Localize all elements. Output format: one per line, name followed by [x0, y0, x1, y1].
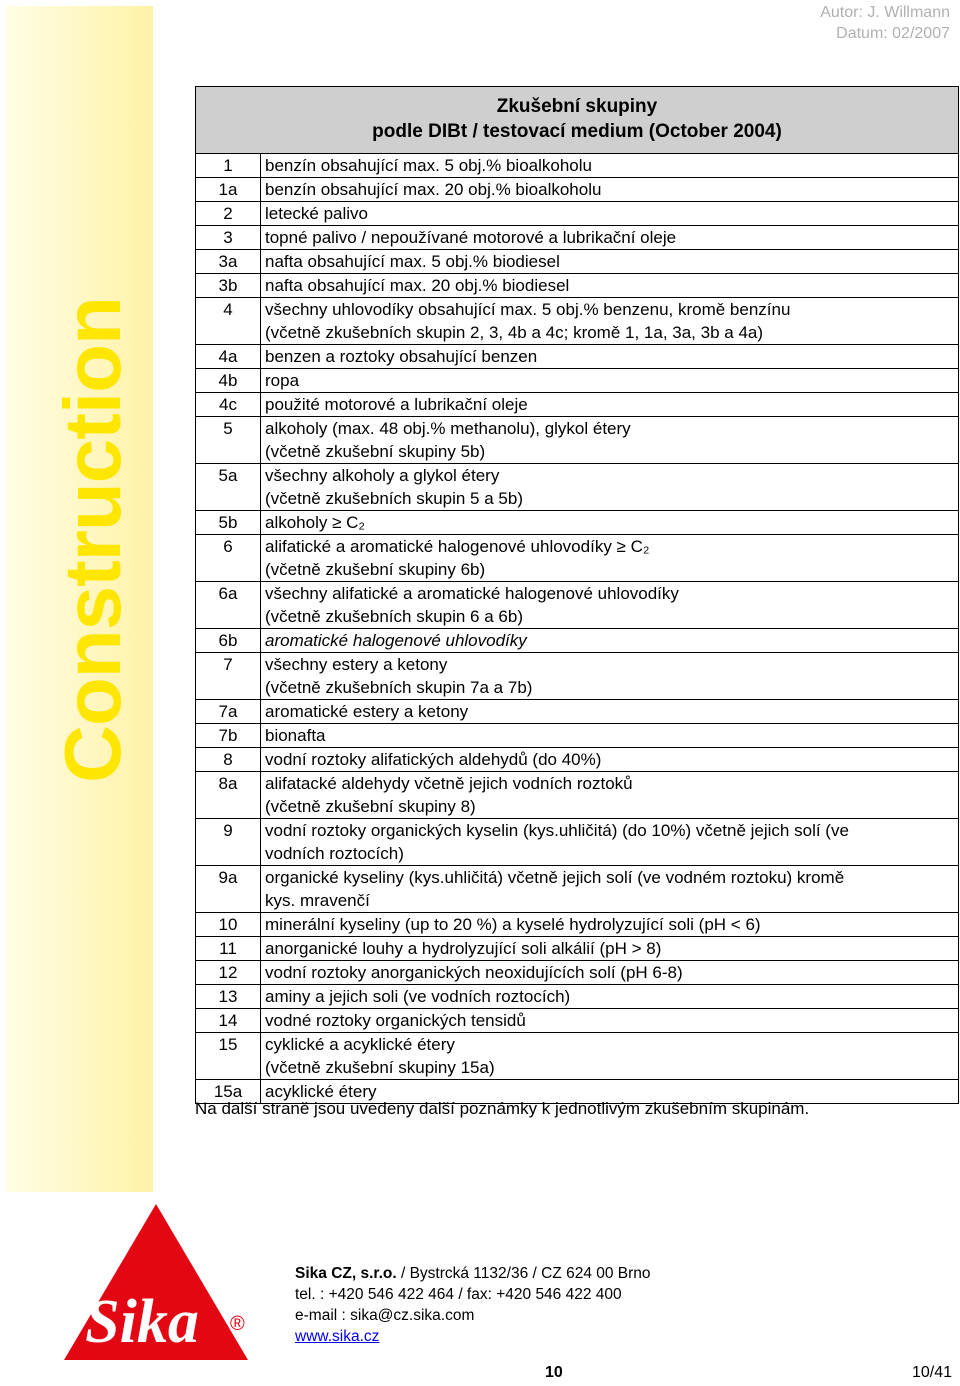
table-row: [196, 417, 959, 464]
description-line: cyklické a acyklické étery: [265, 1035, 455, 1054]
table-row: [196, 345, 959, 369]
description-line: nafta obsahující max. 5 obj.% biodiesel: [265, 252, 560, 271]
description-line: minerální kyseliny (up to 20 %) a kyselé hydrolyzující soli (pH < 6): [265, 915, 761, 934]
footer-company-line: [295, 1263, 651, 1284]
description-line: vodné roztoky organických tensidů: [265, 1011, 526, 1030]
group-description: [261, 178, 959, 202]
description-line: alkoholy (max. 48 obj.% methanolu), glykol étery: [265, 419, 631, 438]
table-row: [196, 629, 959, 653]
table-row: [196, 961, 959, 985]
group-description: [261, 724, 959, 748]
table-title-line2: podle DIBt / testovací medium (October 2004): [372, 121, 782, 142]
group-description: [261, 961, 959, 985]
description-line: aminy a jejich soli (ve vodních roztocích): [265, 987, 571, 1006]
group-code: 9: [196, 819, 261, 866]
table-row: [196, 1033, 959, 1080]
footer-website-link[interactable]: www.sika.cz: [295, 1328, 380, 1345]
group-description: [261, 226, 959, 250]
group-description: [261, 1033, 959, 1080]
author-label: Autor: J. Willmann: [820, 4, 950, 21]
group-description: [261, 937, 959, 961]
table-row: [196, 653, 959, 700]
group-description: [261, 369, 959, 393]
group-code: 3a: [196, 250, 261, 274]
table-row: [196, 298, 959, 345]
description-line: všechny estery a ketony: [265, 655, 448, 674]
description-line: anorganické louhy a hydrolyzující soli alkálií (pH > 8): [265, 939, 662, 958]
group-code: 9a: [196, 866, 261, 913]
footer-contact: [295, 1263, 651, 1347]
description-line: (včetně zkušební skupiny 8): [265, 797, 476, 816]
group-code: 6: [196, 535, 261, 582]
table-row: [196, 202, 959, 226]
description-line: použité motorové a lubrikační oleje: [265, 395, 528, 414]
group-code: 6a: [196, 582, 261, 629]
group-description: [261, 866, 959, 913]
description-line: vodní roztoky organických kyselin (kys.uhličitá) (do 10%) včetně jejich solí (ve: [265, 821, 849, 840]
table-row: [196, 226, 959, 250]
table-row: [196, 369, 959, 393]
group-description: [261, 511, 959, 535]
footer-phone: tel. : +420 546 422 464 / fax: +420 546 422 400: [295, 1286, 622, 1303]
group-description: [261, 629, 959, 653]
table-row: [196, 985, 959, 1009]
table-header-row: [196, 87, 959, 154]
group-code: 4b: [196, 369, 261, 393]
description-line: všechny uhlovodíky obsahující max. 5 obj.% benzenu, kromě benzínu: [265, 300, 791, 319]
description-line: (včetně zkušební skupiny 15a): [265, 1058, 495, 1077]
group-code: 2: [196, 202, 261, 226]
description-line: (včetně zkušební skupiny 6b): [265, 560, 486, 579]
description-line: nafta obsahující max. 20 obj.% biodiesel: [265, 276, 570, 295]
description-line: topné palivo / nepoužívané motorové a lubrikační oleje: [265, 228, 677, 247]
group-code: 1a: [196, 178, 261, 202]
table-row: [196, 866, 959, 913]
group-code: 10: [196, 913, 261, 937]
table-row: [196, 748, 959, 772]
group-description: [261, 202, 959, 226]
group-code: 8: [196, 748, 261, 772]
description-line: benzín obsahující max. 5 obj.% bioalkoholu: [265, 156, 592, 175]
group-code: 3: [196, 226, 261, 250]
description-line: acyklické étery: [265, 1082, 377, 1101]
group-code: 3b: [196, 274, 261, 298]
group-code: 8a: [196, 772, 261, 819]
description-line: ropa: [265, 371, 300, 390]
table-row: [196, 178, 959, 202]
table-row: [196, 819, 959, 866]
table-row: [196, 535, 959, 582]
test-groups-table: [195, 86, 959, 1104]
description-line: všechny alifatické a aromatické halogenové uhlovodíky: [265, 584, 679, 603]
group-code: 7: [196, 653, 261, 700]
group-code: 12: [196, 961, 261, 985]
group-code: 7b: [196, 724, 261, 748]
table-row: [196, 274, 959, 298]
description-line: (včetně zkušebních skupin 6 a 6b): [265, 607, 523, 626]
description-line: alifatické a aromatické halogenové uhlovodíky ≥ C₂: [265, 537, 650, 556]
table-row: [196, 393, 959, 417]
description-line: (včetně zkušebních skupin 7a a 7b): [265, 678, 533, 697]
group-code: 4: [196, 298, 261, 345]
group-code: 1: [196, 154, 261, 178]
table-row: [196, 772, 959, 819]
table-row: [196, 582, 959, 629]
description-line: kys. mravenčí: [265, 891, 370, 910]
group-description: [261, 535, 959, 582]
description-line: letecké palivo: [265, 204, 369, 223]
page-number: 10: [545, 1364, 563, 1381]
group-code: 4a: [196, 345, 261, 369]
group-description: [261, 772, 959, 819]
table-title: [196, 87, 959, 154]
page-count: 10/41: [911, 1364, 952, 1381]
table-row: [196, 511, 959, 535]
group-description: [261, 298, 959, 345]
group-description: [261, 819, 959, 866]
group-code: 7a: [196, 700, 261, 724]
group-code: 15: [196, 1033, 261, 1080]
group-description: [261, 748, 959, 772]
table-row: [196, 724, 959, 748]
group-description: [261, 985, 959, 1009]
description-line: bionafta: [265, 726, 326, 745]
sika-logo-text: Sika: [85, 1288, 199, 1356]
description-line: (včetně zkušebních skupin 2, 3, 4b a 4c; kromě 1, 1a, 3a, 3b a 4a): [265, 323, 764, 342]
header-meta: [820, 2, 950, 44]
group-code: 4c: [196, 393, 261, 417]
description-line: aromatické estery a ketony: [265, 702, 469, 721]
table-row: [196, 154, 959, 178]
group-code: 5b: [196, 511, 261, 535]
group-code: 13: [196, 985, 261, 1009]
description-line: alkoholy ≥ C₂: [265, 513, 366, 532]
group-code: 14: [196, 1009, 261, 1033]
footer-email: e-mail : sika@cz.sika.com: [295, 1307, 475, 1324]
description-line: (včetně zkušební skupiny 5b): [265, 442, 486, 461]
group-code: 6b: [196, 629, 261, 653]
group-description: [261, 582, 959, 629]
date-label: Datum: 02/2007: [836, 25, 950, 42]
description-line: všechny alkoholy a glykol étery: [265, 466, 500, 485]
description-line: benzín obsahující max. 20 obj.% bioalkoholu: [265, 180, 602, 199]
description-line: vodní roztoky anorganických neoxidujících solí (pH 6-8): [265, 963, 683, 982]
table-body: [196, 154, 959, 1104]
table-row: [196, 937, 959, 961]
group-description: [261, 274, 959, 298]
group-description: [261, 417, 959, 464]
description-line: vodních roztocích): [265, 844, 404, 863]
group-code: 15a: [196, 1080, 261, 1104]
group-code: 5: [196, 417, 261, 464]
group-description: [261, 464, 959, 511]
description-line: aromatické halogenové uhlovodíky: [265, 631, 527, 650]
group-description: [261, 913, 959, 937]
description-line: vodní roztoky alifatických aldehydů (do 40%): [265, 750, 602, 769]
description-line: benzen a roztoky obsahující benzen: [265, 347, 538, 366]
footnote-text: Na další straně jsou uvedeny další poznámky k jednotlivým zkušebním skupinám.: [195, 1099, 810, 1118]
sika-registered-mark: ®: [230, 1313, 245, 1335]
table-row: [196, 464, 959, 511]
table-title-line1: Zkušební skupiny: [496, 96, 658, 117]
group-description: [261, 1009, 959, 1033]
sika-logo: [60, 1202, 252, 1362]
group-description: [261, 345, 959, 369]
sidebar-band: [0, 0, 154, 1192]
group-description: [261, 154, 959, 178]
footer-address: / Bystrcká 1132/36 / CZ 624 00 Brno: [396, 1265, 651, 1282]
table-row: [196, 1009, 959, 1033]
group-description: [261, 653, 959, 700]
group-code: 5a: [196, 464, 261, 511]
footer-company: Sika CZ, s.r.o.: [295, 1265, 397, 1282]
description-line: organické kyseliny (kys.uhličitá) včetně jejich solí (ve vodném roztoku) kromě: [265, 868, 845, 887]
table-row: [196, 700, 959, 724]
group-description: [261, 700, 959, 724]
table-row: [196, 913, 959, 937]
group-code: 11: [196, 937, 261, 961]
group-description: [261, 393, 959, 417]
description-line: (včetně zkušebních skupin 5 a 5b): [265, 489, 523, 508]
description-line: alifatacké aldehydy včetně jejich vodních roztoků: [265, 774, 633, 793]
table-row: [196, 250, 959, 274]
group-description: [261, 250, 959, 274]
sidebar-construction-word: Construction: [48, 297, 137, 783]
